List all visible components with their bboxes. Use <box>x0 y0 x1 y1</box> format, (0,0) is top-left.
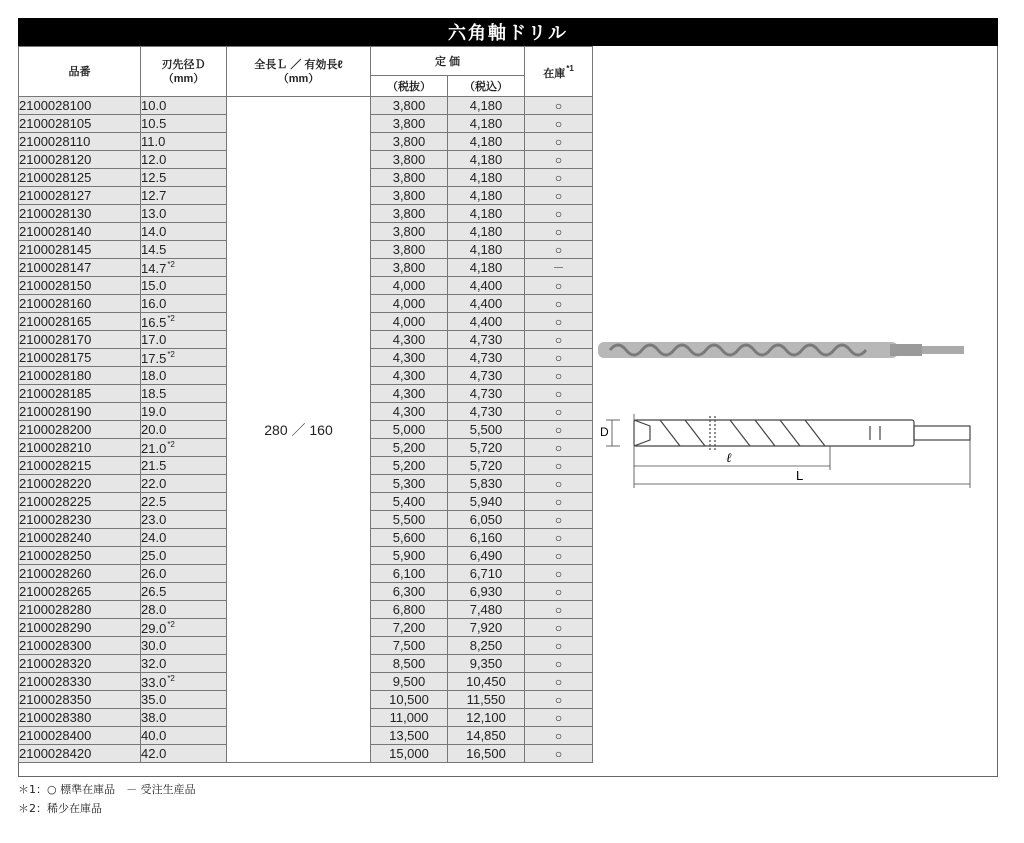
diameter-value: 33.0 <box>141 674 167 690</box>
label-l-eff: ℓ <box>726 450 732 465</box>
cell-price-incl: 4,730 <box>448 403 525 421</box>
cell-code: 2100028300 <box>19 637 141 655</box>
cell-price-excl: 9,500 <box>371 673 448 691</box>
cell-code: 2100028210 <box>19 439 141 457</box>
cell-price-excl: 11,000 <box>371 709 448 727</box>
diameter-value: 23.0 <box>141 512 167 527</box>
header-code: 品番 <box>19 47 141 97</box>
diameter-value: 30.0 <box>141 638 167 653</box>
stock-mark: ○ <box>554 333 563 347</box>
cell-code: 2100028120 <box>19 151 141 169</box>
cell-price-excl: 3,800 <box>371 115 448 133</box>
diameter-value: 15.0 <box>141 278 167 293</box>
header-length <box>227 47 371 97</box>
cell-diameter <box>141 97 227 115</box>
cell-price-excl: 3,800 <box>371 187 448 205</box>
cell-price-incl: 7,480 <box>448 601 525 619</box>
cell-code: 2100028127 <box>19 187 141 205</box>
header-stock-note: *1 <box>566 64 574 73</box>
cell-code: 2100028150 <box>19 277 141 295</box>
diameter-value: 14.5 <box>141 242 167 257</box>
header-price-group: 定 価 <box>371 47 525 76</box>
cell-price-excl: 4,300 <box>371 331 448 349</box>
cell-price-excl: 7,200 <box>371 619 448 637</box>
cell-price-excl: 4,300 <box>371 367 448 385</box>
drill-diagram <box>590 320 990 520</box>
cell-stock <box>525 637 593 655</box>
cell-price-excl: 6,800 <box>371 601 448 619</box>
cell-diameter <box>141 187 227 205</box>
cell-code: 2100028250 <box>19 547 141 565</box>
cell-diameter <box>141 493 227 511</box>
cell-diameter <box>141 619 227 637</box>
cell-price-incl: 4,180 <box>448 187 525 205</box>
cell-price-incl: 7,920 <box>448 619 525 637</box>
cell-code: 2100028330 <box>19 673 141 691</box>
cell-stock <box>525 187 593 205</box>
cell-price-excl: 5,000 <box>371 421 448 439</box>
cell-diameter <box>141 673 227 691</box>
diameter-value: 12.5 <box>141 170 167 185</box>
cell-code: 2100028110 <box>19 133 141 151</box>
cell-diameter <box>141 727 227 745</box>
cell-stock <box>525 601 593 619</box>
stock-mark: ○ <box>554 171 563 185</box>
cell-price-incl: 4,400 <box>448 313 525 331</box>
cell-price-excl: 5,600 <box>371 529 448 547</box>
stock-mark: ○ <box>554 135 563 149</box>
diameter-value: 17.0 <box>141 332 167 347</box>
diameter-value: 42.0 <box>141 746 167 761</box>
cell-diameter <box>141 331 227 349</box>
diameter-value: 25.0 <box>141 548 167 563</box>
cell-stock <box>525 151 593 169</box>
cell-price-incl: 8,250 <box>448 637 525 655</box>
cell-diameter <box>141 475 227 493</box>
footnote-1: ＊1：○ 標準在庫品 － 受注生産品 <box>18 783 196 796</box>
cell-price-incl: 16,500 <box>448 745 525 763</box>
cell-price-excl: 8,500 <box>371 655 448 673</box>
cell-stock <box>525 97 593 115</box>
cell-price-incl: 10,450 <box>448 673 525 691</box>
diameter-value: 38.0 <box>141 710 167 725</box>
cell-price-incl: 4,180 <box>448 223 525 241</box>
stock-mark: ○ <box>554 297 563 311</box>
diameter-value: 21.0 <box>141 440 167 456</box>
stock-mark: ○ <box>554 117 563 131</box>
header-stock-label: 在庫 <box>543 68 566 80</box>
cell-price-excl: 5,900 <box>371 547 448 565</box>
cell-diameter <box>141 241 227 259</box>
diameter-value: 26.0 <box>141 566 167 581</box>
diameter-note: *2 <box>167 349 175 359</box>
cell-stock <box>525 367 593 385</box>
cell-stock <box>525 349 593 367</box>
cell-price-incl: 4,180 <box>448 169 525 187</box>
cell-code: 2100028140 <box>19 223 141 241</box>
cell-price-incl: 4,730 <box>448 349 525 367</box>
cell-code: 2100028400 <box>19 727 141 745</box>
cell-code: 2100028100 <box>19 97 141 115</box>
cell-price-excl: 5,200 <box>371 439 448 457</box>
cell-stock <box>525 619 593 637</box>
cell-code: 2100028180 <box>19 367 141 385</box>
cell-diameter <box>141 583 227 601</box>
diameter-value: 12.0 <box>141 152 167 167</box>
cell-price-excl: 3,800 <box>371 151 448 169</box>
cell-price-excl: 4,000 <box>371 277 448 295</box>
cell-price-incl: 5,720 <box>448 457 525 475</box>
cell-code: 2100028105 <box>19 115 141 133</box>
stock-mark: ○ <box>554 621 563 635</box>
cell-stock <box>525 691 593 709</box>
cell-stock <box>525 115 593 133</box>
cell-code: 2100028175 <box>19 349 141 367</box>
diameter-value: 35.0 <box>141 692 167 707</box>
cell-diameter <box>141 151 227 169</box>
cell-code: 2100028420 <box>19 745 141 763</box>
page-title: 六角軸ドリル <box>18 18 998 46</box>
drill-illustration <box>590 320 990 520</box>
cell-code: 2100028260 <box>19 565 141 583</box>
cell-code: 2100028290 <box>19 619 141 637</box>
stock-mark: ○ <box>554 585 563 599</box>
cell-stock <box>525 277 593 295</box>
cell-price-excl: 4,000 <box>371 295 448 313</box>
diameter-note: *2 <box>167 259 175 269</box>
diameter-value: 16.0 <box>141 296 167 311</box>
diameter-value: 17.5 <box>141 350 167 366</box>
stock-mark: ○ <box>554 747 563 761</box>
cell-diameter <box>141 385 227 403</box>
cell-stock <box>525 385 593 403</box>
cell-diameter <box>141 511 227 529</box>
diameter-value: 14.7 <box>141 260 167 276</box>
diameter-value: 40.0 <box>141 728 167 743</box>
cell-price-incl: 6,160 <box>448 529 525 547</box>
stock-mark: ○ <box>554 513 563 527</box>
cell-diameter <box>141 295 227 313</box>
cell-code: 2100028215 <box>19 457 141 475</box>
cell-stock <box>525 655 593 673</box>
cell-code: 2100028240 <box>19 529 141 547</box>
cell-stock <box>525 673 593 691</box>
stock-mark: ○ <box>554 711 563 725</box>
stock-mark: ○ <box>554 423 563 437</box>
header-diameter-line2: （mm） <box>162 72 205 85</box>
cell-price-incl: 4,400 <box>448 295 525 313</box>
cell-diameter <box>141 349 227 367</box>
diameter-value: 22.5 <box>141 494 167 509</box>
cell-price-incl: 4,180 <box>448 205 525 223</box>
cell-diameter <box>141 403 227 421</box>
cell-price-incl: 4,180 <box>448 241 525 259</box>
cell-diameter <box>141 367 227 385</box>
cell-stock <box>525 169 593 187</box>
cell-price-incl: 5,500 <box>448 421 525 439</box>
diameter-value: 12.7 <box>141 188 167 203</box>
diameter-value: 10.0 <box>141 98 167 113</box>
cell-price-excl: 6,100 <box>371 565 448 583</box>
cell-diameter <box>141 277 227 295</box>
header-length-line1: 全長Ｌ ／ 有効長ℓ <box>254 58 343 71</box>
cell-stock <box>525 133 593 151</box>
cell-stock <box>525 295 593 313</box>
cell-price-incl: 5,720 <box>448 439 525 457</box>
cell-price-excl: 4,300 <box>371 349 448 367</box>
stock-mark: ○ <box>554 657 563 671</box>
cell-price-excl: 4,300 <box>371 403 448 421</box>
cell-stock <box>525 745 593 763</box>
diameter-note: *2 <box>167 313 175 323</box>
cell-code: 2100028200 <box>19 421 141 439</box>
cell-code: 2100028320 <box>19 655 141 673</box>
cell-price-incl: 4,180 <box>448 259 525 277</box>
cell-stock <box>525 439 593 457</box>
cell-code: 2100028185 <box>19 385 141 403</box>
cell-diameter <box>141 547 227 565</box>
cell-stock <box>525 709 593 727</box>
cell-price-excl: 4,300 <box>371 385 448 403</box>
diameter-value: 21.5 <box>141 458 167 473</box>
cell-code: 2100028145 <box>19 241 141 259</box>
diameter-note: *2 <box>167 439 175 449</box>
diameter-value: 20.0 <box>141 422 167 437</box>
cell-stock <box>525 403 593 421</box>
header-diameter <box>141 47 227 97</box>
cell-price-incl: 5,830 <box>448 475 525 493</box>
cell-price-excl: 13,500 <box>371 727 448 745</box>
cell-code: 2100028350 <box>19 691 141 709</box>
cell-code: 2100028165 <box>19 313 141 331</box>
header-length-line2: （mm） <box>277 72 320 85</box>
cell-price-excl: 5,400 <box>371 493 448 511</box>
table-body <box>19 97 593 763</box>
footnote-2: ＊2：稀少在庫品 <box>18 802 102 815</box>
cell-price-excl: 3,800 <box>371 205 448 223</box>
stock-mark: ○ <box>554 189 563 203</box>
cell-price-incl: 9,350 <box>448 655 525 673</box>
cell-diameter <box>141 655 227 673</box>
footnotes <box>18 780 196 818</box>
diameter-value: 26.5 <box>141 584 167 599</box>
cell-price-excl: 3,800 <box>371 223 448 241</box>
stock-mark: ○ <box>554 405 563 419</box>
cell-diameter <box>141 637 227 655</box>
label-d: D <box>600 425 609 439</box>
stock-mark: ○ <box>554 279 563 293</box>
cell-diameter <box>141 223 227 241</box>
cell-diameter <box>141 709 227 727</box>
diameter-value: 19.0 <box>141 404 167 419</box>
label-l-total: L <box>796 468 804 483</box>
header-price-excl: （税抜） <box>371 76 448 97</box>
cell-code: 2100028190 <box>19 403 141 421</box>
cell-stock <box>525 547 593 565</box>
stock-mark: ○ <box>554 207 563 221</box>
stock-mark: ○ <box>554 351 563 365</box>
cell-price-incl: 6,710 <box>448 565 525 583</box>
cell-price-incl: 4,180 <box>448 115 525 133</box>
diameter-value: 18.5 <box>141 386 167 401</box>
cell-price-excl: 3,800 <box>371 259 448 277</box>
cell-code: 2100028265 <box>19 583 141 601</box>
stock-mark: ○ <box>554 495 563 509</box>
cell-stock <box>525 511 593 529</box>
cell-price-incl: 5,940 <box>448 493 525 511</box>
cell-code: 2100028170 <box>19 331 141 349</box>
stock-mark: ○ <box>554 225 563 239</box>
cell-price-excl: 6,300 <box>371 583 448 601</box>
cell-code: 2100028230 <box>19 511 141 529</box>
diameter-value: 11.0 <box>141 134 166 149</box>
diameter-value: 32.0 <box>141 656 167 671</box>
stock-mark: ○ <box>554 459 563 473</box>
cell-price-excl: 5,200 <box>371 457 448 475</box>
stock-mark: ○ <box>554 369 563 383</box>
cell-price-incl: 4,730 <box>448 331 525 349</box>
cell-diameter <box>141 565 227 583</box>
cell-stock <box>525 331 593 349</box>
stock-mark: ○ <box>554 675 563 689</box>
stock-mark: ○ <box>554 315 563 329</box>
cell-diameter <box>141 205 227 223</box>
cell-diameter <box>141 313 227 331</box>
cell-price-excl: 7,500 <box>371 637 448 655</box>
stock-mark: ○ <box>554 729 563 743</box>
stock-mark: ○ <box>554 99 563 113</box>
diameter-value: 24.0 <box>141 530 167 545</box>
cell-price-incl: 4,730 <box>448 385 525 403</box>
cell-diameter <box>141 421 227 439</box>
diameter-value: 10.5 <box>141 116 167 131</box>
spec-table <box>18 46 593 763</box>
diameter-value: 22.0 <box>141 476 167 491</box>
cell-price-incl: 4,400 <box>448 277 525 295</box>
cell-diameter <box>141 601 227 619</box>
drill-line-drawing <box>606 414 970 488</box>
header-diameter-line1: 刃先径Ｄ <box>161 58 206 71</box>
diameter-value: 18.0 <box>141 368 167 383</box>
cell-stock <box>525 205 593 223</box>
cell-diameter <box>141 457 227 475</box>
cell-stock <box>525 727 593 745</box>
cell-diameter <box>141 169 227 187</box>
diameter-value: 13.0 <box>141 206 167 221</box>
drill-photo <box>598 342 964 358</box>
diameter-value: 14.0 <box>141 224 167 239</box>
stock-mark: ○ <box>554 693 563 707</box>
stock-mark: ○ <box>554 549 563 563</box>
cell-code: 2100028220 <box>19 475 141 493</box>
cell-stock <box>525 475 593 493</box>
cell-stock <box>525 529 593 547</box>
cell-diameter <box>141 133 227 151</box>
stock-mark: ○ <box>554 477 563 491</box>
cell-price-incl: 4,180 <box>448 133 525 151</box>
cell-diameter <box>141 439 227 457</box>
diameter-note: *2 <box>167 673 175 683</box>
cell-code: 2100028147 <box>19 259 141 277</box>
stock-mark: ○ <box>554 603 563 617</box>
cell-price-incl: 4,730 <box>448 367 525 385</box>
cell-diameter <box>141 115 227 133</box>
cell-price-incl: 6,930 <box>448 583 525 601</box>
stock-mark: ○ <box>554 639 563 653</box>
cell-price-excl: 5,300 <box>371 475 448 493</box>
cell-price-excl: 3,800 <box>371 169 448 187</box>
cell-code: 2100028160 <box>19 295 141 313</box>
cell-price-excl: 15,000 <box>371 745 448 763</box>
cell-stock <box>525 421 593 439</box>
cell-price-excl: 5,500 <box>371 511 448 529</box>
stock-mark: ○ <box>554 153 563 167</box>
cell-stock <box>525 241 593 259</box>
cell-price-excl: 4,000 <box>371 313 448 331</box>
cell-code: 2100028380 <box>19 709 141 727</box>
header-stock <box>525 47 593 97</box>
diameter-value: 16.5 <box>141 314 167 330</box>
cell-diameter <box>141 529 227 547</box>
cell-price-excl: 3,800 <box>371 241 448 259</box>
cell-price-incl: 14,850 <box>448 727 525 745</box>
cell-stock <box>525 457 593 475</box>
cell-stock <box>525 223 593 241</box>
cell-code: 2100028125 <box>19 169 141 187</box>
cell-price-excl: 10,500 <box>371 691 448 709</box>
cell-length: 280 ／ 160 <box>227 97 371 763</box>
stock-mark: ○ <box>554 531 563 545</box>
cell-code: 2100028280 <box>19 601 141 619</box>
cell-code: 2100028225 <box>19 493 141 511</box>
stock-mark: － <box>552 261 565 275</box>
cell-stock <box>525 565 593 583</box>
cell-diameter <box>141 259 227 277</box>
cell-stock <box>525 583 593 601</box>
cell-price-incl: 4,180 <box>448 151 525 169</box>
cell-stock <box>525 313 593 331</box>
cell-price-excl: 3,800 <box>371 97 448 115</box>
cell-price-incl: 6,050 <box>448 511 525 529</box>
cell-stock <box>525 493 593 511</box>
cell-price-incl: 6,490 <box>448 547 525 565</box>
cell-price-incl: 11,550 <box>448 691 525 709</box>
cell-diameter <box>141 691 227 709</box>
stock-mark: ○ <box>554 567 563 581</box>
cell-price-incl: 12,100 <box>448 709 525 727</box>
cell-diameter <box>141 745 227 763</box>
table-row <box>19 97 593 115</box>
cell-price-incl: 4,180 <box>448 97 525 115</box>
cell-code: 2100028130 <box>19 205 141 223</box>
diameter-value: 28.0 <box>141 602 167 617</box>
header-price-incl: （税込） <box>448 76 525 97</box>
stock-mark: ○ <box>554 243 563 257</box>
diameter-note: *2 <box>167 619 175 629</box>
diameter-value: 29.0 <box>141 620 167 636</box>
cell-stock <box>525 259 593 277</box>
stock-mark: ○ <box>554 387 563 401</box>
stock-mark: ○ <box>554 441 563 455</box>
cell-price-excl: 3,800 <box>371 133 448 151</box>
